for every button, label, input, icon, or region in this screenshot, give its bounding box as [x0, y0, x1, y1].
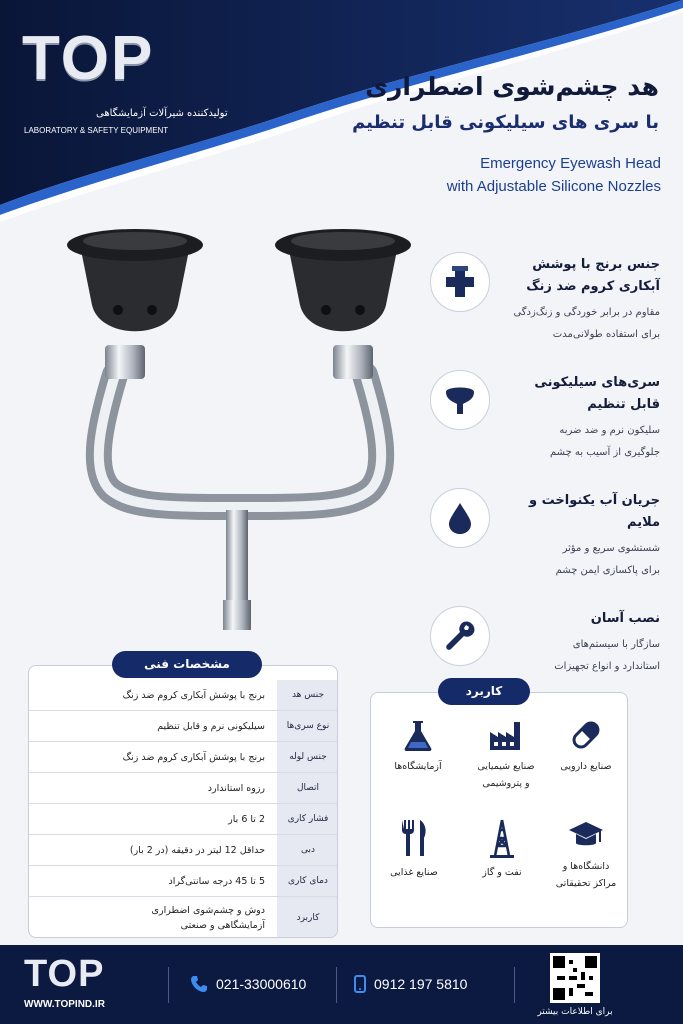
feature-desc: [498, 302, 660, 346]
brand-tagline-en: LABORATORY & SAFETY EQUIPMENT: [24, 126, 169, 135]
feature-list: [428, 250, 668, 722]
table-row: [29, 866, 338, 897]
mobile-icon: [354, 975, 366, 993]
application-label: [462, 864, 542, 881]
spec-label: فشار کاری: [277, 804, 338, 834]
application-item: [546, 718, 626, 775]
feature-text: [498, 254, 660, 346]
water-drop-icon: [430, 488, 490, 548]
phone-number[interactable]: [190, 975, 306, 993]
footer-logo: TOP: [24, 953, 105, 995]
feature-desc-line: شستشوی سریع و مؤثر: [562, 543, 660, 554]
graduation-cap-icon: [567, 818, 605, 852]
flask-icon: [401, 718, 435, 752]
capsule-icon: [569, 718, 603, 752]
table-row: [29, 711, 338, 742]
phone-icon: [190, 975, 208, 993]
qr-label: برای اطلاعات بیشتر: [537, 1007, 613, 1017]
application-label-line: و پتروشیمی: [482, 778, 530, 789]
brand-tagline-fa: تولیدکننده شیرآلات آزمایشگاهی: [96, 108, 228, 119]
feature-title: نصب آسان: [590, 611, 660, 626]
wrench-icon: [430, 606, 490, 666]
page-subtitle-fa: با سری های سیلیکونی قابل تنظیم: [352, 112, 659, 133]
qr-code[interactable]: [550, 953, 600, 1003]
spec-value: برنج با پوشش آبکاری کروم ضد زنگ: [122, 689, 265, 701]
application-label-line: نفت و گاز: [482, 867, 522, 878]
spec-title: مشخصات فنی: [112, 651, 262, 678]
feature-desc: [498, 420, 660, 464]
feature-item: [428, 486, 668, 604]
application-label: [546, 758, 626, 775]
footer: [0, 945, 683, 1024]
footer-divider: [514, 967, 515, 1003]
feature-desc-line: سازگار با سیستم‌های: [572, 639, 660, 650]
spec-label: نوع سری‌ها: [277, 711, 338, 741]
feature-title: جریان آب یکنواخت و ملایم: [529, 493, 660, 530]
page-title-fa: هد چشم‌شوی اضطراری: [365, 72, 659, 101]
brand-logo: [22, 24, 228, 135]
fork-knife-icon: [398, 818, 430, 858]
spec-value: برنج با پوشش آبکاری کروم ضد زنگ: [122, 751, 265, 763]
feature-text: [498, 490, 660, 582]
spec-value: سیلیکونی نرم و قابل تنظیم: [157, 720, 265, 732]
application-item: [466, 718, 546, 792]
mobile-number[interactable]: [354, 975, 467, 993]
logo-wordmark: TOP: [22, 24, 155, 93]
application-item: [462, 818, 542, 881]
title-en-line1: Emergency Eyewash Head: [480, 155, 661, 172]
application-label-line: دانشگاه‌ها و: [562, 861, 610, 872]
mobile-number-text: 0912 197 5810: [374, 976, 468, 992]
footer-divider: [168, 967, 169, 1003]
spec-label: دبی: [277, 835, 338, 865]
brass-fitting-icon: [430, 252, 490, 312]
feature-desc: [498, 634, 660, 678]
application-label: [466, 758, 546, 792]
spec-label: جنس لوله: [277, 742, 338, 772]
table-row: [29, 773, 338, 804]
spec-label: اتصال: [277, 773, 338, 803]
table-row: [29, 742, 338, 773]
application-item: [546, 818, 626, 892]
application-label-line: صنایع شیمیایی: [477, 761, 535, 772]
footer-divider: [336, 967, 337, 1003]
application-label-line: صنایع غذایی: [390, 867, 438, 878]
application-label: [378, 758, 458, 775]
feature-text: [498, 608, 660, 678]
feature-desc-line: سلیکون نرم و ضد ضربه: [559, 425, 660, 436]
spec-value: دوش و چشم‌شوی اضطراری آزمایشگاهی و صنعتی: [151, 905, 265, 931]
spec-label: دمای کاری: [277, 866, 338, 896]
application-item: [374, 818, 454, 881]
feature-title: قابل تنظیم: [587, 397, 660, 412]
feature-desc-line: مقاوم در برابر خوردگی و زنگ‌زدگی: [513, 307, 660, 318]
feature-desc-line: جلوگیری از آسیب به چشم: [550, 447, 660, 458]
silicone-nozzle-icon: [430, 370, 490, 430]
spec-table: [28, 665, 338, 938]
feature-text: [498, 372, 660, 464]
application-label-line: مراکز تحقیقاتی: [555, 878, 617, 889]
application-label: [374, 864, 454, 881]
spec-value: 2 تا 6 بار: [228, 813, 265, 825]
page-title-en: [447, 152, 661, 198]
spec-label: جنس هد: [277, 680, 338, 710]
eyewash-head-image: [60, 215, 420, 635]
feature-title: سری‌های سیلیکونی: [534, 375, 660, 390]
application-label-line: آزمایشگاه‌ها: [394, 761, 442, 772]
oil-rig-icon: [487, 818, 517, 858]
spec-value: حداقل 12 لیتر در دقیقه (در 2 بار): [129, 844, 265, 856]
table-row: [29, 680, 338, 711]
table-row: [29, 897, 338, 938]
feature-desc: [498, 538, 660, 582]
website-link[interactable]: WWW.TOPIND.IR: [24, 999, 105, 1010]
feature-title: آبکاری کروم ضد زنگ: [526, 279, 660, 294]
title-en-line2: with Adjustable Silicone Nozzles: [446, 178, 661, 195]
feature-item: [428, 368, 668, 486]
factory-icon: [488, 718, 524, 752]
table-row: [29, 804, 338, 835]
spec-label: کاربرد: [277, 897, 338, 938]
feature-desc-line: استاندارد و انواع تجهیزات: [554, 661, 660, 672]
spec-value: 5 تا 45 درجه سانتی‌گراد: [168, 875, 265, 887]
feature-desc-line: برای پاکسازی ایمن چشم: [555, 565, 660, 576]
feature-title: جنس برنج با پوشش: [532, 257, 660, 272]
table-row: [29, 835, 338, 866]
phone-number-text: 021-33000610: [216, 976, 307, 992]
spec-value: رزوه استاندارد: [207, 782, 265, 794]
feature-item: [428, 250, 668, 368]
application-label-line: صنایع دارویی: [560, 761, 612, 772]
applications-title: کاربرد: [438, 678, 530, 705]
application-label: [546, 858, 626, 892]
application-item: [378, 718, 458, 775]
feature-desc-line: برای استفاده طولانی‌مدت: [552, 329, 660, 340]
